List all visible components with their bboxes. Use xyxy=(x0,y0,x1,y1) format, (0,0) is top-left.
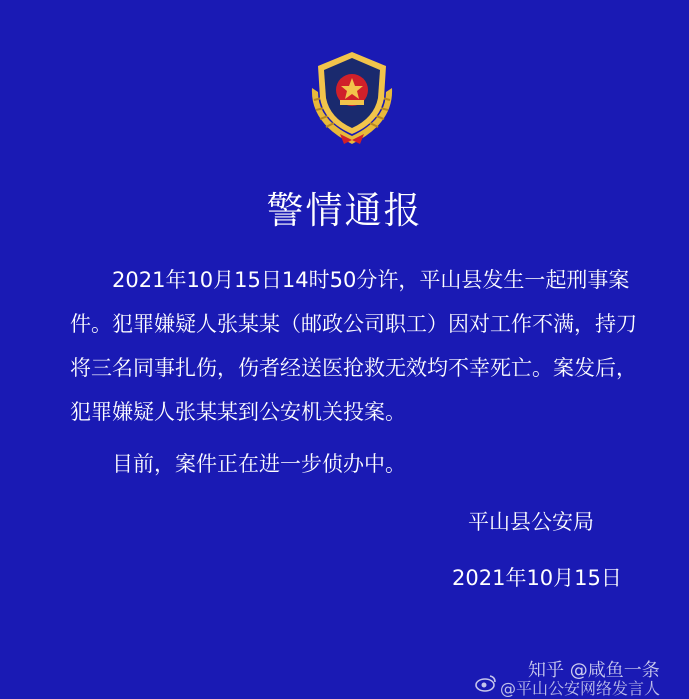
weibo-icon xyxy=(475,672,497,694)
notice-date: 2021年10月15日 xyxy=(452,566,622,590)
weibo-watermark: @平山公安网络发言人 xyxy=(500,679,661,698)
signer: 平山县公安局 xyxy=(468,510,594,534)
police-emblem-icon xyxy=(300,48,405,148)
notice-body xyxy=(70,258,650,486)
paragraph: 2021年10月15日14时50分许，平山县发生一起刑事案件。犯罪嫌疑人张某某（邮政公司职工）因对工作不满，持刀将三名同事扎伤，伤者经送医抢救无效均不幸死亡。案发后，犯罪嫌疑人张某某到公安机关投案。 xyxy=(70,268,637,424)
notice-title: 警情通报 xyxy=(266,189,423,232)
zhihu-watermark: 知乎 @咸鱼一条 xyxy=(528,660,660,681)
paragraph: 目前，案件正在进一步侦办中。 xyxy=(112,452,406,476)
